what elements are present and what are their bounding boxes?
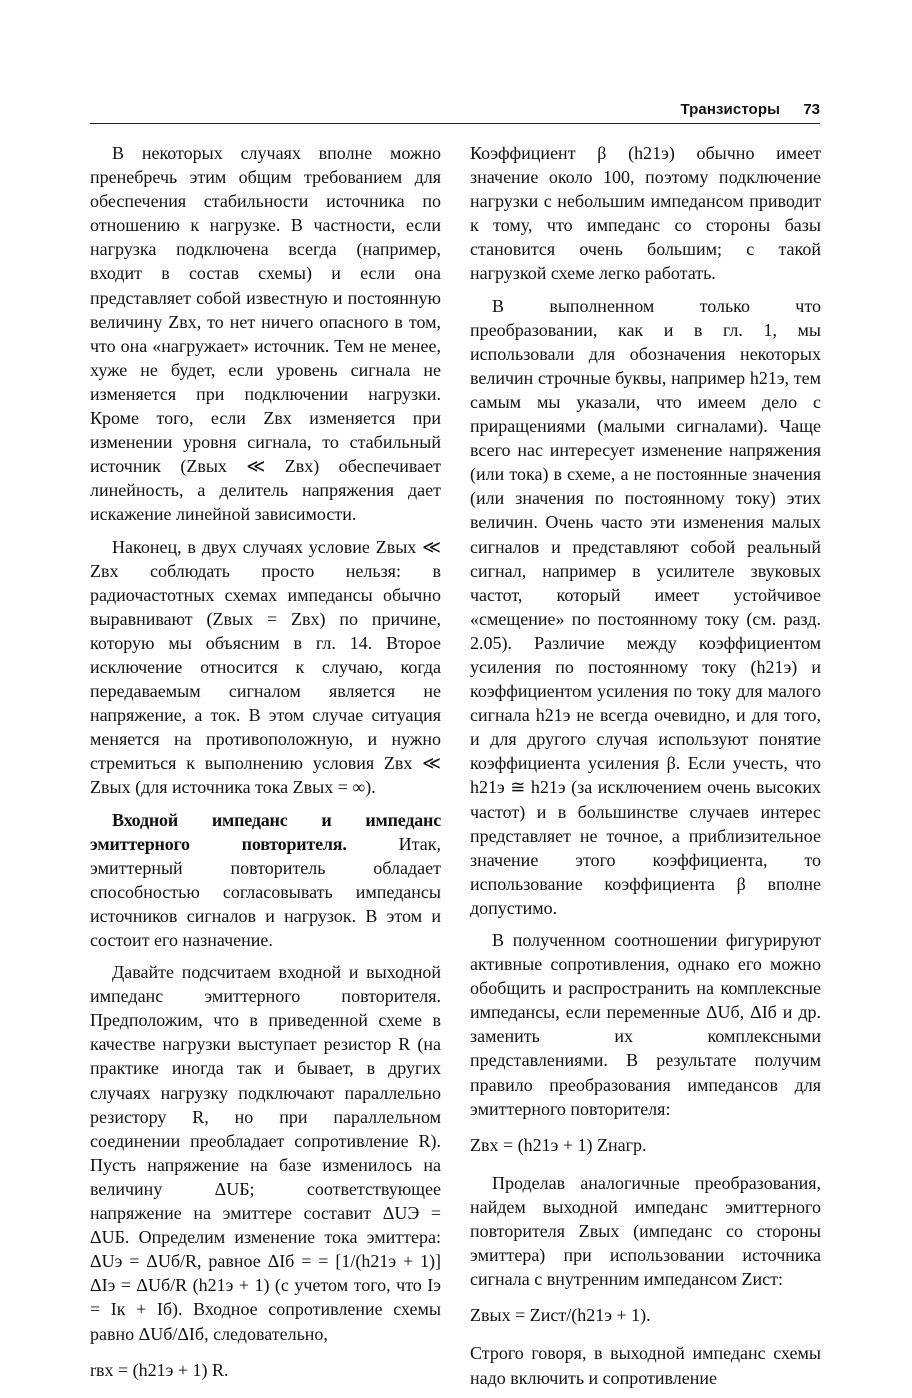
- paragraph: В полученном соотношении фигурируют активные сопротивления, однако его можно обобщить и распространить на комплексные импедансы, если переменные ΔUб, ΔIб и др. заменить их комплексными представлениями. В результате получим правило преобразования импедансов для эмиттерного повторителя:: [470, 930, 821, 1119]
- running-title: Транзисторы: [680, 101, 780, 118]
- paragraph: Давайте подсчитаем входной и выходной импеданс эмиттерного повторителя. Предположим, что в приведенной схеме в качестве нагрузки выступает резистор R (на практике иногда так и бывает, в других случаях нагрузку подключают параллельно резистору R, но при параллельном соединении преобладает сопротивление R). Пусть напряжение на базе изменилось на величину ΔUБ; соответствующее напряжение на эмиттере составит ΔUЭ = ΔUБ. Определим изменение тока эмиттера: ΔUэ = ΔUб/R, равное ΔIб = = [1/(h21э + 1)] ΔIэ = ΔUб/R (h21э + 1) (с учетом того, что Iэ = Iк + Iб). Входное сопротивление схемы равно ΔUб/ΔIб, следовательно,: [90, 962, 441, 1344]
- section-heading: Входной импеданс и импеданс эмиттерного повторителя.: [90, 809, 441, 854]
- paragraph: Проделав аналогичные преобразования, найдем выходной импеданс эмиттерного повторителя Zвых (импеданс со стороны эмиттера) при использовании источника сигнала с внутренним импедансом Zист:: [470, 1172, 821, 1290]
- paragraph: Наконец, в двух случаях условие Zвых ≪ Zвх соблюдать просто нельзя: в радиочастотных схемах импедансы обычно выравнивают (Zвых = Zвх) по причине, которую мы объясним в гл. 14. Второе исключение относится к случаю, когда передаваемым сигналом является не напряжение, а ток. В этом случае ситуация меняется на противоположную, и нужно стремиться к выполнению условия Zвх ≪ Zвых (для источника тока Zвых = ∞).: [90, 536, 441, 798]
- page-number: 73: [803, 101, 820, 118]
- formula: Zвых = Zист/(h21э + 1).: [470, 1305, 651, 1326]
- formula: rвх = (h21э + 1) R.: [90, 1359, 229, 1380]
- paragraph: [90, 808, 441, 953]
- paragraph-text: Итак, эмиттерный повторитель обладает способностью согласовывать импедансы источников сигналов и нагрузок. В этом и состоит его назначение.: [90, 833, 441, 950]
- formula: Zвх = (h21э + 1) Zнагр.: [470, 1134, 647, 1155]
- running-header: [90, 100, 820, 124]
- paragraph: Коэффициент β (h21э) обычно имеет значение около 100, поэтому подключение нагрузки с небольшим импедансом приводит к тому, что импеданс со стороны базы становится очень большим; с такой нагрузкой схеме легко работать.: [470, 143, 821, 284]
- paragraph: В некоторых случаях вполне можно пренебречь этим общим требованием для обеспечения стабильности источника по отношению к нагрузке. В частности, если нагрузка подключена всегда (например, входит в состав схемы) и если она представляет собой известную и постоянную величину Zвх, то нет ничего опасного в том, что она «нагружает» источник. Тем не менее, хуже не будет, если уровень сигнала не изменяется при подключении нагрузки. Кроме того, если Zвх изменяется при изменении уровня сигнала, то стабильный источник (Zвых ≪ Zвх) обеспечивает линейность, а делитель напряжения дает искажение линейной зависимости.: [90, 143, 441, 525]
- left-column: [90, 141, 441, 1396]
- paragraph: В выполненном только что преобразовании, как и в гл. 1, мы использовали для обозначения некоторых величин строчные буквы, например h21э, тем самым мы указали, что имеем дело с приращениями (малыми сигналами). Чаще всего нас интересует изменение напряжения (или тока) в схеме, а не постоянные значения (или значения по постоянному току) этих величин. Очень часто эти изменения малых сигналов и представляют собой реальный сигнал, например в усилителе звуковых частот, который имеет устойчивое «смещение» по постоянному току (см. разд. 2.05). Различие между коэффициентом усиления по постоянному току (h21э) и коэффициентом усиления по току для малого сигнала h21э не всегда очевидно, и для того, и для другого случая используют понятие коэффициента усиления β. Если учесть, что h21э ≅ h21э (за исключением очень высоких частот) и в большинстве случаев интерес представляет не точное, а приблизительное значение этого коэффициента, то использование коэффициента β вполне допустимо.: [470, 295, 821, 918]
- right-column: [470, 141, 821, 1398]
- paragraph: Строго говоря, в выходной импеданс схемы надо включить и сопротивление: [470, 1343, 821, 1388]
